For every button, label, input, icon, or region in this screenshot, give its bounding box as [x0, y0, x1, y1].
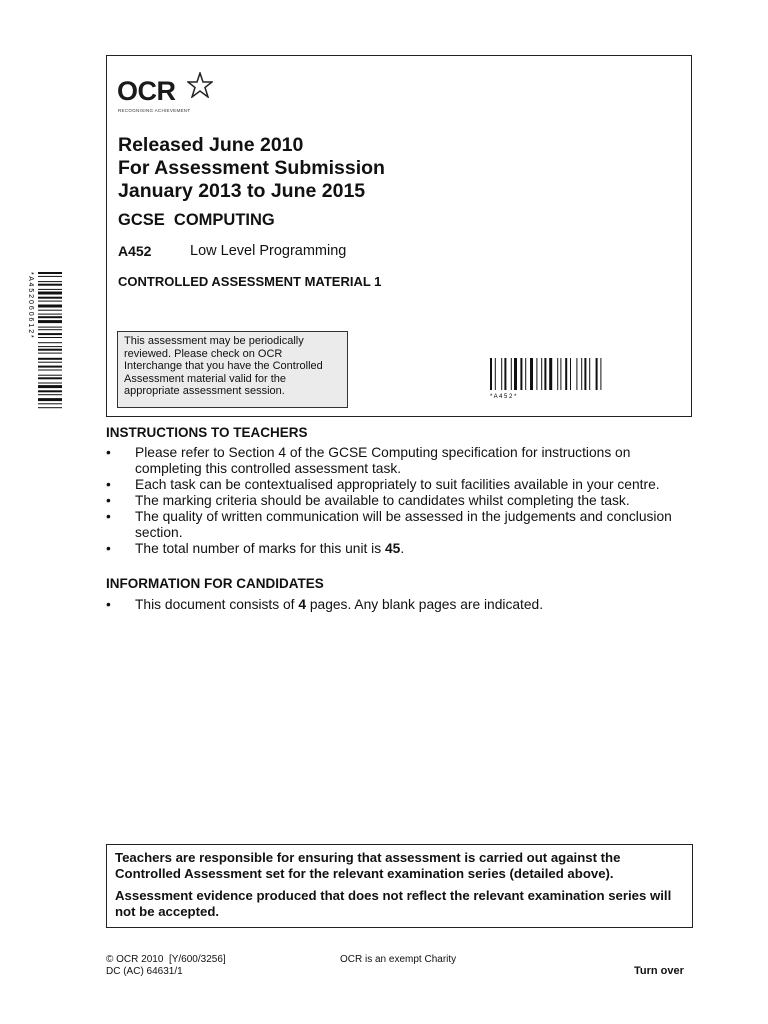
- footer-copyright: © OCR 2010 [Y/600/3256]: [106, 954, 226, 965]
- bullet-icon: •: [106, 597, 111, 612]
- list-item-text: This document consists of 4 pages. Any blank pages are indicated.: [135, 597, 544, 612]
- notice-line: Assessment material valid for the: [124, 372, 287, 385]
- barcode-horizontal: [488, 356, 670, 400]
- unit-title: Low Level Programming: [190, 243, 347, 259]
- teachers-instructions: [106, 445, 696, 557]
- candidates-heading: INFORMATION FOR CANDIDATES: [106, 576, 324, 591]
- notice-line: This assessment may be periodically: [124, 335, 304, 347]
- footer-code: DC (AC) 64631/1: [106, 966, 183, 977]
- ocr-logo: [117, 72, 227, 118]
- bullet-icon: •: [106, 541, 111, 556]
- list-item-text: The total number of marks for this unit is 45.: [135, 541, 405, 556]
- logo-text: OCR: [117, 76, 176, 106]
- list-item: [106, 477, 696, 493]
- teachers-heading: INSTRUCTIONS TO TEACHERS: [106, 425, 308, 440]
- logo-tagline: RECOGNISING ACHIEVEMENT: [118, 108, 191, 113]
- material-title: CONTROLLED ASSESSMENT MATERIAL 1: [118, 274, 382, 289]
- list-item-text: Please refer to Section 4 of the GCSE Computing specification for instructions on: [135, 445, 631, 460]
- list-item-text: The marking criteria should be available to candidates whilst completing the task.: [135, 493, 630, 508]
- notice-line: appropriate assessment session.: [124, 385, 285, 397]
- star-icon: [187, 72, 213, 98]
- list-item: [106, 493, 696, 509]
- subject-title: GCSE COMPUTING: [118, 211, 275, 229]
- list-item-text: completing this controlled assessment task.: [135, 461, 402, 476]
- unit-code: A452: [118, 243, 152, 259]
- turn-over-label: Turn over: [634, 965, 684, 977]
- candidates-information: [106, 597, 696, 613]
- notice-line: Interchange that you have the Controlled: [124, 360, 323, 372]
- footer-charity: OCR is an exempt Charity: [340, 954, 457, 965]
- bullet-icon: •: [106, 445, 111, 460]
- headline-line: Released June 2010: [118, 134, 304, 156]
- responsibility-text: Assessment evidence produced that does not reflect the relevant examination series will not be accepted.: [115, 888, 672, 919]
- list-item-text: Each task can be contextualised appropriately to suit facilities available in your centre.: [135, 477, 660, 492]
- list-item-text: The quality of written communication will be assessed in the judgements and conclusion: [135, 509, 672, 524]
- list-item-text: section.: [135, 525, 183, 540]
- bullet-icon: •: [106, 493, 111, 508]
- bullet-icon: •: [106, 509, 111, 524]
- barcode-vertical: [26, 270, 64, 412]
- barcode-vertical-text: * A 4 5 2 0 6 0 6 1 2 *: [27, 272, 34, 338]
- responsibility-text: Teachers are responsible for ensuring that assessment is carried out against the Controlled Assessment set for the relevant examination series (detailed above).: [115, 850, 621, 881]
- list-item: [106, 445, 696, 477]
- headline-line: January 2013 to June 2015: [118, 180, 366, 202]
- notice-line: reviewed. Please check on OCR: [124, 347, 283, 360]
- headline-line: For Assessment Submission: [118, 157, 385, 179]
- release-headline: [118, 134, 385, 203]
- list-item: [106, 597, 696, 613]
- marks-total: 45: [384, 541, 401, 556]
- notice-box: [117, 331, 348, 408]
- responsibility-box: [106, 844, 693, 928]
- bullet-icon: •: [106, 477, 111, 492]
- barcode-horizontal-text: * A 4 5 2 *: [490, 394, 517, 400]
- list-item: [106, 509, 696, 541]
- page-count: 4: [298, 597, 307, 612]
- list-item: [106, 541, 696, 557]
